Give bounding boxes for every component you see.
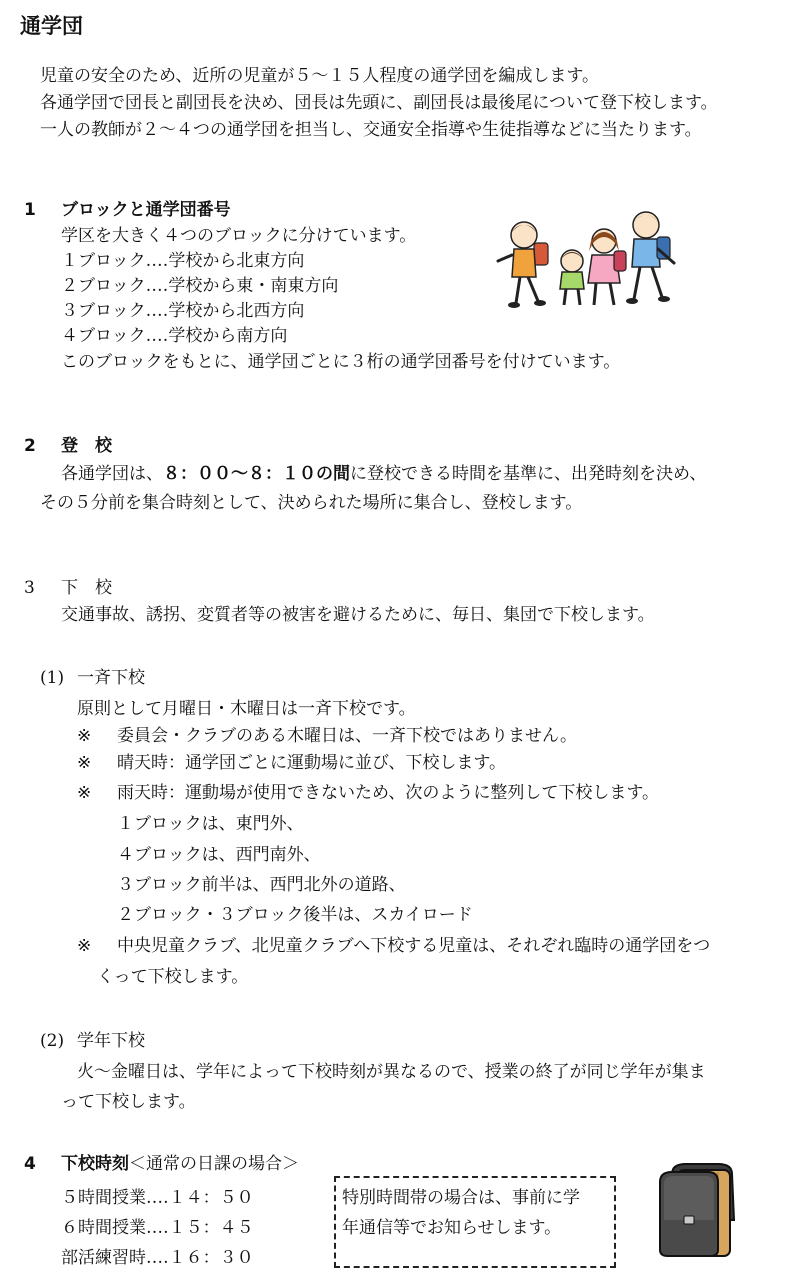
dismissal-time: 部活練習時‥‥１６：３０ (61, 1248, 254, 1268)
text-segment: 各通学団は、 (61, 464, 163, 484)
rain-line: ４ブロックは、西門南外、 (117, 845, 321, 865)
subsection-label: (1) (40, 668, 65, 688)
page-title: 通学団 (20, 14, 83, 38)
block-item: ４ブロック‥‥学校から南方向 (61, 326, 288, 346)
note-text: くって下校します。 (97, 967, 249, 987)
rain-line: ３ブロック前半は、西門北外の道路、 (117, 875, 406, 895)
subsection-heading: 学年下校 (77, 1031, 145, 1051)
section-text-line (61, 466, 706, 483)
block-item: １ブロック‥‥学校から北東方向 (61, 251, 305, 271)
section-heading: 下校時刻 (61, 1154, 129, 1174)
section-text-line: その５分前を集合時刻として、決められた場所に集合し、登校します。 (40, 493, 583, 513)
subsection-label: (2) (40, 1031, 65, 1051)
note-mark: ※ (77, 753, 92, 773)
note-mark: ※ (77, 726, 92, 746)
section-heading: 下 校 (61, 578, 112, 598)
rain-line: １ブロックは、東門外、 (117, 814, 304, 834)
section-heading-line (61, 1156, 299, 1173)
note-text: 委員会・クラブのある木曜日は、一斉下校ではありません。 (117, 726, 578, 746)
block-item: ３ブロック‥‥学校から北西方向 (61, 301, 305, 321)
subsection-text: って下校します。 (61, 1092, 196, 1112)
section-heading: 登 校 (61, 436, 112, 456)
subsection-text: 火～金曜日は、学年によって下校時刻が異なるので、授業の終了が同じ学年が集ま (77, 1062, 706, 1082)
section-lead: 交通事故、誘拐、変質者等の被害を避けるために、毎日、集団で下校します。 (61, 605, 655, 625)
notice-text: 年通信等でお知らせします。 (342, 1218, 562, 1238)
commute-time-range: ８：００～８：１０の間 (163, 464, 350, 484)
dismissal-time: ６時間授業‥‥１５：４５ (61, 1218, 254, 1238)
section-number: 3 (24, 578, 35, 598)
intro-line: 児童の安全のため、近所の児童が５～１５人程度の通学団を編成します。 (40, 66, 599, 86)
block-item: ２ブロック‥‥学校から東・南東方向 (61, 276, 339, 296)
subsection-heading: 一斉下校 (77, 668, 145, 688)
note-text: 中央児童クラブ、北児童クラブへ下校する児童は、それぞれ臨時の通学団をつ (117, 936, 711, 956)
section-heading: ブロックと通学団番号 (61, 200, 231, 220)
children-walking-illustration (494, 205, 678, 317)
section-number: 2 (24, 436, 36, 456)
notice-text: 特別時間帯の場合は、事前に学 (342, 1188, 580, 1208)
intro-line: 各通学団で団長と副団長を決め、団長は先頭に、副団長は最後尾について登下校します。 (40, 93, 718, 113)
section-number: 1 (24, 200, 36, 220)
section-number: 4 (24, 1154, 36, 1174)
rain-line: ２ブロック・３ブロック後半は、スカイロード (117, 905, 473, 925)
section-lead: 学区を大きく４つのブロックに分けています。 (61, 226, 417, 246)
section-heading-suffix: ＜通常の日課の場合＞ (129, 1154, 299, 1174)
note-mark: ※ (77, 783, 92, 803)
intro-line: 一人の教師が２～４つの通学団を担当し、交通安全指導や生徒指導などに当たります。 (40, 120, 702, 140)
note-text: 雨天時：運動場が使用できないため、次のように整列して下校します。 (117, 783, 659, 803)
text-segment: に登校できる時間を基準に、出発時刻を決め、 (350, 464, 707, 484)
note-mark: ※ (77, 936, 92, 956)
school-backpack-illustration (652, 1160, 752, 1260)
subsection-lead: 原則として月曜日・木曜日は一斉下校です。 (77, 699, 416, 719)
section-note: このブロックをもとに、通学団ごとに３桁の通学団番号を付けています。 (61, 352, 621, 372)
note-text: 晴天時：通学団ごとに運動場に並び、下校します。 (117, 753, 506, 773)
dismissal-time: ５時間授業‥‥１４：５０ (61, 1188, 254, 1208)
